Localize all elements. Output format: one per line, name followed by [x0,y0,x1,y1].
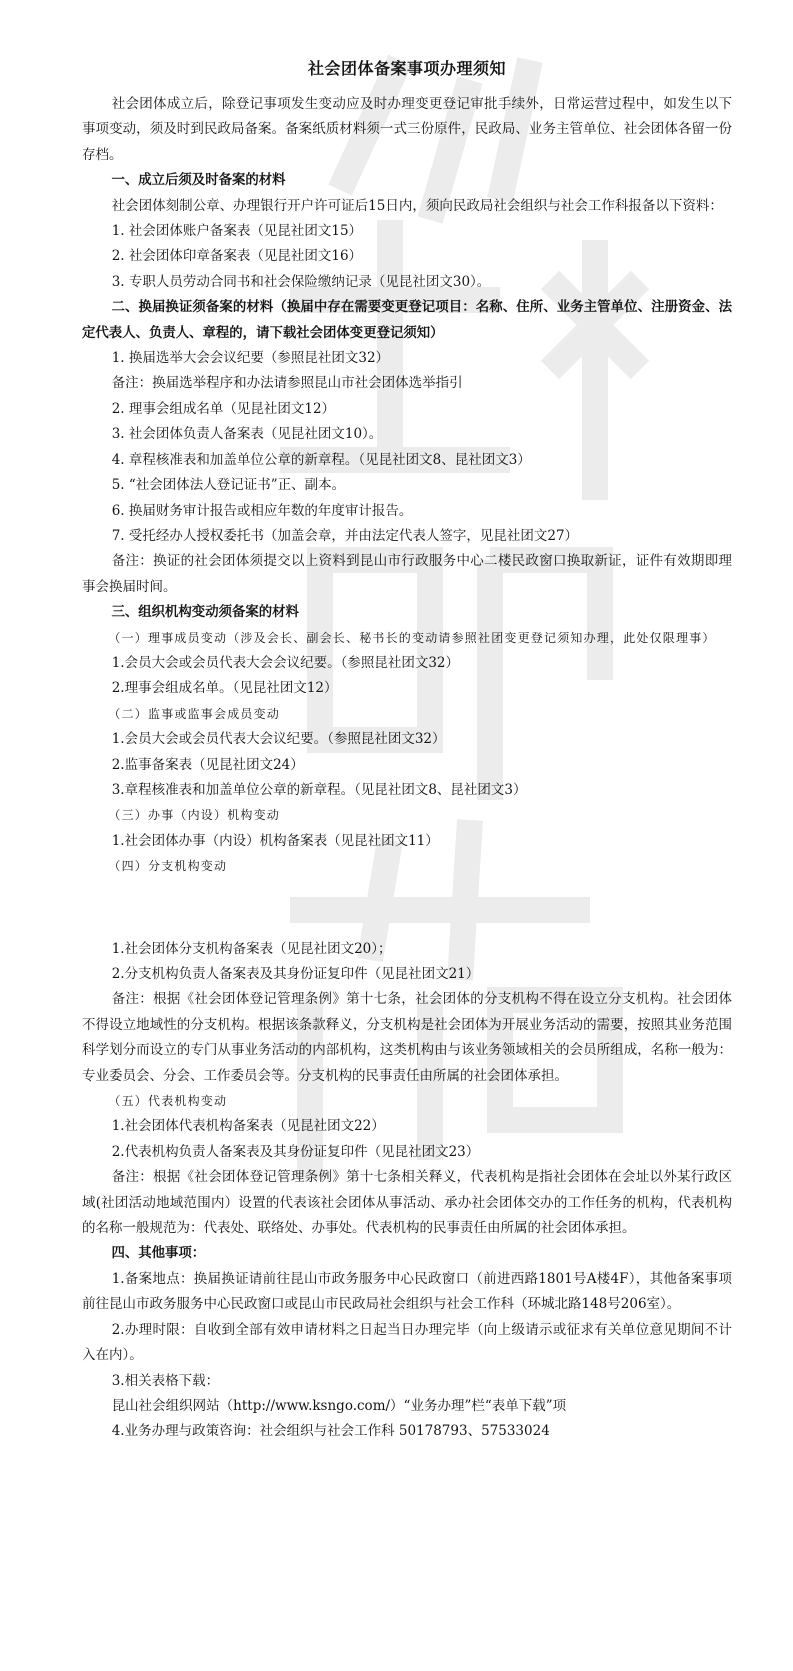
paragraph: 三、组织机构变动须备案的材料 [111,605,299,621]
paragraph: （一）理事成员变动（涉及会长、副会长、秘书长的变动请参照社团变更登记须知办理，此处仅限理事） [108,630,716,645]
paragraph: 1.社会团体代表机构备案表（见昆社团文22） [111,1118,385,1135]
paragraph: （四）分支机构变动 [108,859,228,874]
paragraph: 1. 社会团体账户备案表（见昆社团文15） [111,223,363,240]
paragraph: 备注：根据《社会团体登记管理条例》第十七条，社会团体的分支机构不得在设立分支机构。社会团体不得设立地域性的分支机构。根据该条款释义，分支机构是社会团体为开展业务活动的需要，按照其业务范围科学划分而设立的专门从事业务活动的内部机构，这类机构由与该业务领域相关的会员所组成，名称一般为：专业委员会、分会、工作委员会等。分支机构的民事责任由所属的社会团体承担。 [82,991,732,1084]
paragraph: 7. 受托经办人授权委托书（加盖会章，并由法定代表人签字，见昆社团文27） [111,527,579,544]
paragraph: 2.监事备案表（见昆社团文24） [111,756,304,773]
paragraph: 二、换届换证须备案的材料（换届中存在需要变更登记项目：名称、住所、业务主管单位、注册资金、法定代表人、负责人、章程的，请下载社会团体变更登记须知） [82,300,732,341]
paragraph: 6. 换届财务审计报告或相应年数的年度审计报告。 [111,502,413,519]
paragraph: 2. 社会团体印章备案表（见昆社团文16） [111,248,363,265]
paragraph: 备注：换届选举程序和办法请参照昆山市社会团体选举指引 [111,375,463,392]
document-title: 社会团体备案事项办理须知 [307,59,506,78]
paragraph: 1.社会团体分支机构备案表（见昆社团文20）； [111,940,392,957]
paragraph-list [82,92,732,1445]
paragraph: 3.相关表格下载： [111,1372,220,1389]
paragraph: 3. 社会团体负责人备案表（见昆社团文10）。 [111,426,383,443]
paragraph: 2.分支机构负责人备案表及其身份证复印件（见昆社团文21） [111,966,480,982]
paragraph: 2.办理时限：自收到全部有效申请材料之日起当日办理完毕（向上级请示或征求有关单位意见期间不计入在内）。 [82,1321,732,1364]
paragraph: 5. “社会团体法人登记证书”正、副本。 [111,477,346,494]
paragraph: 备注：根据《社会团体登记管理条例》第十七条相关释义，代表机构是指社会团体在会址以外某行政区域(社团活动地域范围内）设置的代表该社会团体从事活动、承办社会团体交办的工作任务的机构，代表机构的名称一般规范为：代表处、联络处、办事处。代表机构的民事责任由所属的社会团体承担。 [82,1169,732,1237]
paragraph: （五）代表机构变动 [108,1094,228,1109]
paragraph: 4.业务办理与政策咨询：社会组织与社会工作科 50178793、57533024 [111,1423,550,1440]
paragraph: 一、成立后须及时备案的材料 [111,173,286,189]
paragraph: 3. 专职人员劳动合同书和社会保险缴纳记录（见昆社团文30）。 [111,273,491,290]
paragraph: 4. 章程核准表和加盖单位公章的新章程。（见昆社团文8、昆社团文3） [111,451,531,468]
paragraph: 社会团体成立后，除登记事项发生变动应及时办理变更登记审批手续外，日常运营过程中，如发生以下事项变动，须及时到民政局备案。备案纸质材料须一式三份原件，民政局、业务主管单位、社会团体各留一份存档。 [82,96,732,163]
paragraph: 备注：换证的社会团体须提交以上资料到昆山市行政服务中心二楼民政窗口换取新证，证件有效期即理事会换届时间。 [82,553,732,595]
paragraph: 1.备案地点：换届换证请前往昆山市政务服务中心民政窗口（前进西路1801号A楼4F），其他备案事项前往昆山市政务服务中心民政窗口或昆山市民政局社会组织与社会工作科（环城北路148号206室）。 [82,1270,732,1313]
paragraph: 1. 换届选举大会会议纪要（参照昆社团文32） [111,350,390,367]
paragraph: 2.理事会组成名单。（见昆社团文12） [111,680,338,697]
paragraph: 1.会员大会或会员代表大会会议纪要。（参照昆社团文32） [111,654,459,671]
paragraph: 2. 理事会组成名单（见昆社团文12） [111,400,336,417]
paragraph: 四、其他事项： [111,1246,206,1262]
paragraph: （二）监事或监事会成员变动 [108,706,280,721]
paragraph: 1.会员大会或会员代表大会议纪要。（参照昆社团文32） [111,731,446,748]
paragraph: 3.章程核准表和加盖单位公章的新章程。（见昆社团文8、昆社团文3） [111,781,527,798]
paragraph: 昆山社会组织网站（http://www.ksngo.com/）“业务办理”栏“表单下载”项 [111,1397,567,1414]
paragraph: （三）办事（内设）机构变动 [108,808,280,823]
paragraph: 2.代表机构负责人备案表及其身份证复印件（见昆社团文23） [111,1143,480,1160]
paragraph: 1.社会团体办事（内设）机构备案表（见昆社团文11） [111,832,439,849]
document-body [82,58,732,1445]
blank-line [82,896,732,921]
paragraph: 社会团体刻制公章、办理银行开户许可证后15日内，须向民政局社会组织与社会工作科报备以下资料： [111,197,723,214]
